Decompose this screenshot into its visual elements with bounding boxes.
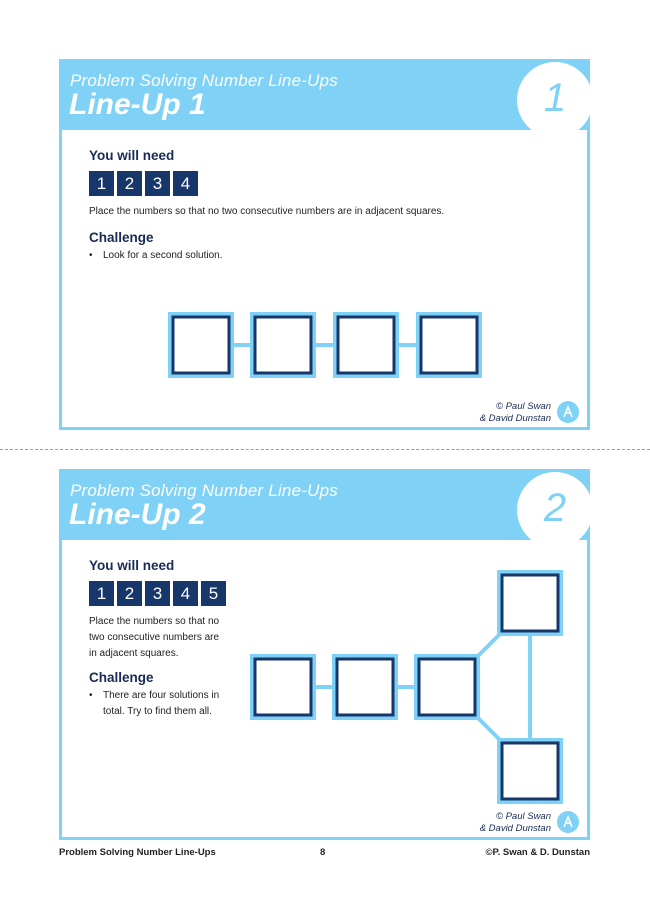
credit-line: © Paul Swan <box>495 811 551 822</box>
number-tile: 1 <box>89 581 114 606</box>
challenge-heading: Challenge <box>89 670 154 685</box>
bullet-dot: • <box>89 250 93 261</box>
card-number: 2 <box>543 486 567 530</box>
number-tile: 4 <box>173 581 198 606</box>
answer-square[interactable] <box>250 312 316 378</box>
answer-square[interactable] <box>416 312 482 378</box>
number-tile: 3 <box>145 171 170 196</box>
card-title: Line-Up 1 <box>69 88 206 121</box>
challenge-heading: Challenge <box>89 230 154 245</box>
footer-page-number: 8 <box>320 847 326 858</box>
number-tile: 2 <box>117 581 142 606</box>
answer-square[interactable] <box>414 654 480 720</box>
bullet-dot: • <box>89 690 93 701</box>
card-title: Line-Up 2 <box>69 498 206 531</box>
answer-square[interactable] <box>497 570 563 636</box>
number-tile: 2 <box>117 171 142 196</box>
instruction-text: Place the numbers so that no two consecutive numbers are in adjacent squares. <box>89 206 445 217</box>
credit-line: © Paul Swan <box>495 401 551 412</box>
credit-line: & David Dunstan <box>479 413 551 424</box>
number-tile: 3 <box>145 581 170 606</box>
number-tile: 1 <box>89 171 114 196</box>
card-number: 1 <box>543 76 567 120</box>
answer-square[interactable] <box>168 312 234 378</box>
challenge-text: total. Try to find them all. <box>103 706 212 717</box>
square-connector <box>478 634 500 656</box>
answer-square[interactable] <box>250 654 316 720</box>
you-will-need-heading: You will need <box>89 148 175 163</box>
instruction-line: in adjacent squares. <box>89 648 179 659</box>
challenge-text: Look for a second solution. <box>103 250 223 261</box>
credit-line: & David Dunstan <box>479 823 551 834</box>
number-tile: 4 <box>173 171 198 196</box>
footer-copyright: ©P. Swan & D. Dunstan <box>485 847 590 858</box>
challenge-text: There are four solutions in <box>103 690 220 701</box>
answer-square[interactable] <box>332 654 398 720</box>
answer-square[interactable] <box>333 312 399 378</box>
card-subtitle: Problem Solving Number Line-Ups <box>70 71 338 90</box>
answer-square[interactable] <box>497 738 563 804</box>
square-connector <box>478 718 500 740</box>
instruction-line: Place the numbers so that no <box>89 616 220 627</box>
cut-line-divider <box>0 449 650 450</box>
you-will-need-heading: You will need <box>89 558 175 573</box>
card-subtitle: Problem Solving Number Line-Ups <box>70 481 338 500</box>
number-tile: 5 <box>201 581 226 606</box>
footer-title: Problem Solving Number Line-Ups <box>59 847 216 858</box>
instruction-line: two consecutive numbers are <box>89 632 220 643</box>
